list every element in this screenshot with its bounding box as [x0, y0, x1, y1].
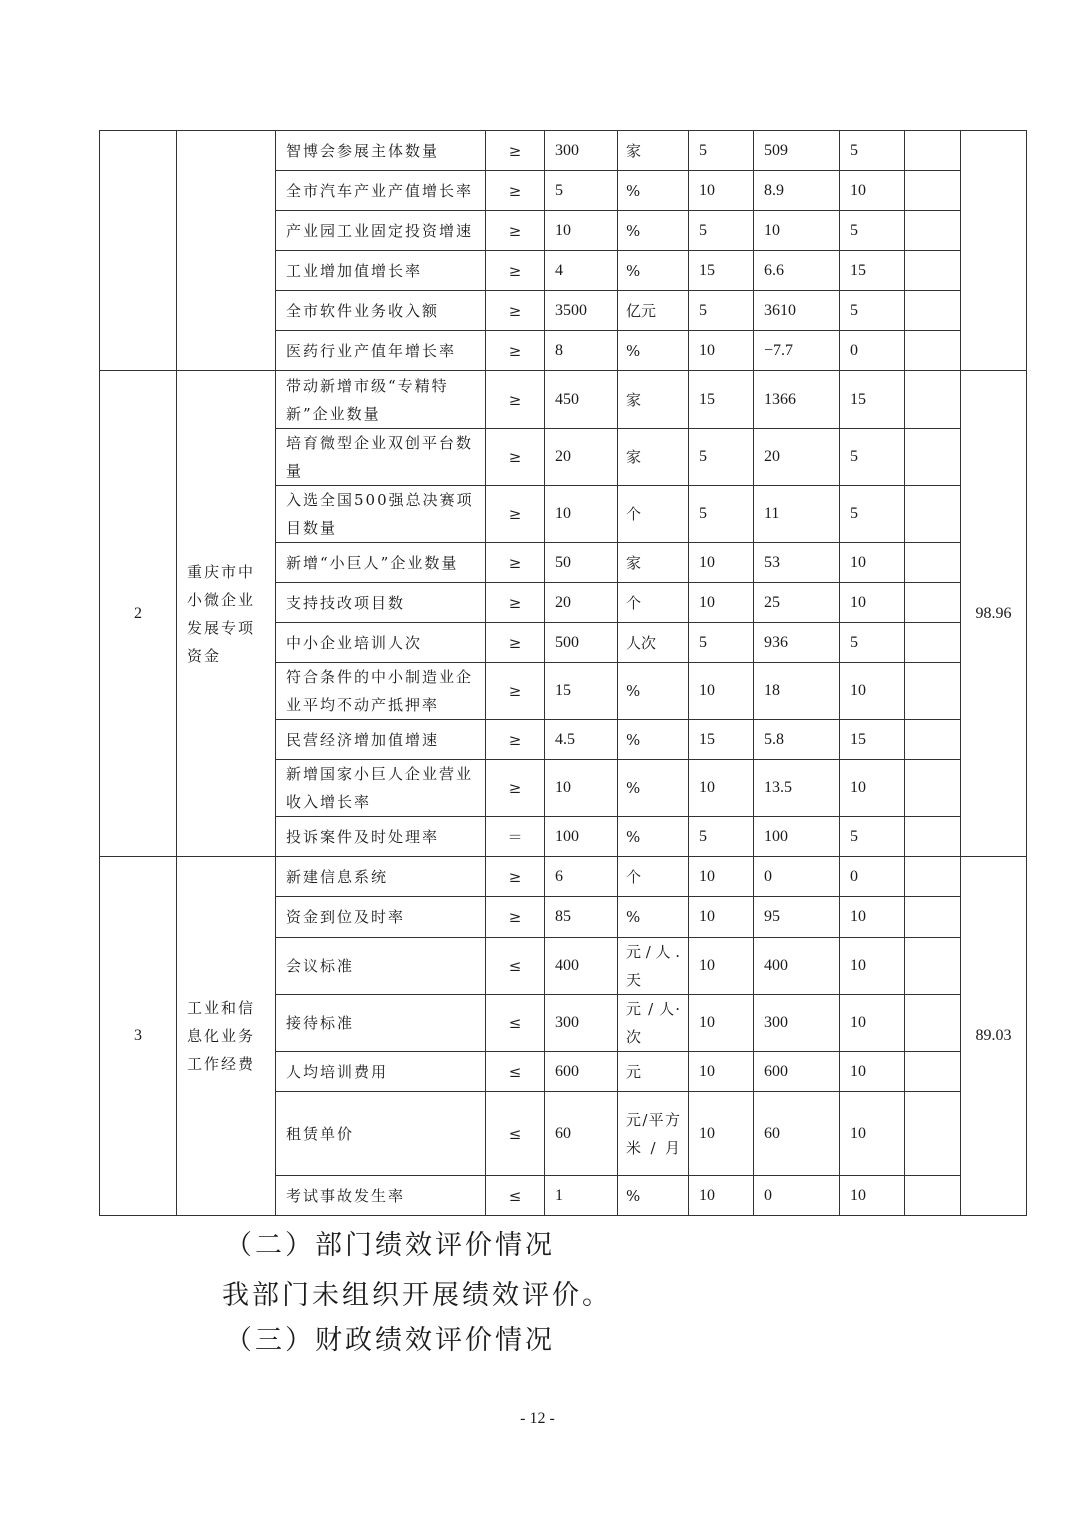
indicator-name: 全市软件业务收入额 — [276, 291, 486, 331]
unit-text: 家 — [626, 141, 642, 160]
indicator-weight: 10 — [689, 857, 754, 897]
comparison-operator: ≥ — [486, 211, 545, 251]
unit — [618, 131, 689, 171]
table-body — [100, 131, 1027, 1216]
indicator-score: 10 — [840, 995, 905, 1052]
project-name — [177, 131, 276, 371]
unit-text: 人次 — [626, 633, 657, 652]
target-value: 50 — [545, 543, 618, 583]
actual-value: 0 — [754, 1176, 840, 1216]
actual-value: 8.9 — [754, 171, 840, 211]
indicator-score: 5 — [840, 817, 905, 857]
project-name: 重庆市中小微企业发展专项资金 — [177, 371, 276, 857]
actual-value: 400 — [754, 938, 840, 995]
target-value: 10 — [545, 760, 618, 817]
indicator-name: 智博会参展主体数量 — [276, 131, 486, 171]
target-value: 20 — [545, 429, 618, 486]
group-number: 3 — [100, 857, 177, 1216]
target-value: 1 — [545, 1176, 618, 1216]
unit-text: 家 — [626, 553, 642, 572]
actual-value: 20 — [754, 429, 840, 486]
indicator-weight: 5 — [689, 486, 754, 543]
indicator-score: 15 — [840, 371, 905, 429]
indicator-score: 10 — [840, 1092, 905, 1176]
blank-cell — [905, 131, 961, 171]
actual-value: 1366 — [754, 371, 840, 429]
indicator-name: 培育微型企业双创平台数量 — [276, 429, 486, 486]
comparison-operator: ≥ — [486, 623, 545, 663]
comparison-operator: ≥ — [486, 429, 545, 486]
performance-table — [99, 130, 1027, 1216]
actual-value: 300 — [754, 995, 840, 1052]
total-score — [961, 131, 1027, 371]
blank-cell — [905, 817, 961, 857]
unit — [618, 1052, 689, 1092]
target-value: 100 — [545, 817, 618, 857]
unit-text: 个 — [626, 593, 642, 612]
page-number: - 12 - — [520, 1410, 555, 1427]
target-value: 10 — [545, 486, 618, 543]
blank-cell — [905, 1092, 961, 1176]
indicator-weight: 5 — [689, 211, 754, 251]
unit-text: 个 — [626, 867, 642, 886]
table-row — [100, 131, 1027, 171]
unit — [618, 371, 689, 429]
comparison-operator: ≥ — [486, 331, 545, 371]
blank-cell — [905, 663, 961, 720]
blank-cell — [905, 291, 961, 331]
unit-text: 个 — [626, 505, 642, 523]
indicator-weight: 5 — [689, 291, 754, 331]
indicator-weight: 10 — [689, 171, 754, 211]
blank-cell — [905, 857, 961, 897]
actual-value: 936 — [754, 623, 840, 663]
target-value: 5 — [545, 171, 618, 211]
indicator-name: 资金到位及时率 — [276, 897, 486, 938]
indicator-name: 新增“小巨人”企业数量 — [276, 543, 486, 583]
blank-cell — [905, 897, 961, 938]
indicator-weight: 10 — [689, 1176, 754, 1216]
indicator-score: 5 — [840, 291, 905, 331]
target-value: 400 — [545, 938, 618, 995]
target-value: 6 — [545, 857, 618, 897]
unit — [618, 429, 689, 486]
blank-cell — [905, 760, 961, 817]
comparison-operator: ≥ — [486, 857, 545, 897]
unit — [618, 623, 689, 663]
indicator-score: 5 — [840, 623, 905, 663]
indicator-weight: 15 — [689, 720, 754, 760]
indicator-name: 租赁单价 — [276, 1092, 486, 1176]
unit-text: % — [626, 221, 641, 240]
blank-cell — [905, 429, 961, 486]
total-score: 89.03 — [961, 857, 1027, 1216]
unit — [618, 857, 689, 897]
indicator-name: 全市汽车产业产值增长率 — [276, 171, 486, 211]
blank-cell — [905, 251, 961, 291]
table-row — [100, 857, 1027, 897]
total-score: 98.96 — [961, 371, 1027, 857]
indicator-score: 10 — [840, 897, 905, 938]
group-number — [100, 131, 177, 371]
actual-value: 0 — [754, 857, 840, 897]
finance-evaluation-heading: （三）财政绩效评价情况 — [225, 1325, 555, 1356]
unit-text: % — [626, 341, 641, 360]
dept-evaluation-text: 我部门未组织开展绩效评价。 — [222, 1280, 612, 1311]
unit-text: 亿元 — [626, 301, 657, 320]
dept-evaluation-heading: （二）部门绩效评价情况 — [225, 1230, 555, 1261]
indicator-name: 带动新增市级“专精特新”企业数量 — [276, 371, 486, 429]
blank-cell — [905, 371, 961, 429]
target-value: 500 — [545, 623, 618, 663]
actual-value: 53 — [754, 543, 840, 583]
indicator-name: 人均培训费用 — [276, 1052, 486, 1092]
indicator-score: 10 — [840, 583, 905, 623]
unit-text: 元/人.天 — [626, 943, 680, 989]
unit — [618, 663, 689, 720]
comparison-operator: ≥ — [486, 663, 545, 720]
indicator-score: 5 — [840, 429, 905, 486]
comparison-operator: ≥ — [486, 760, 545, 817]
actual-value: 509 — [754, 131, 840, 171]
unit — [618, 995, 689, 1052]
indicator-weight: 15 — [689, 371, 754, 429]
blank-cell — [905, 583, 961, 623]
indicator-name: 中小企业培训人次 — [276, 623, 486, 663]
unit — [618, 291, 689, 331]
comparison-operator: ≥ — [486, 371, 545, 429]
unit — [618, 760, 689, 817]
comparison-operator: ≤ — [486, 1052, 545, 1092]
indicator-weight: 15 — [689, 251, 754, 291]
blank-cell — [905, 331, 961, 371]
unit — [618, 817, 689, 857]
target-value: 20 — [545, 583, 618, 623]
target-value: 85 — [545, 897, 618, 938]
actual-value: 10 — [754, 211, 840, 251]
indicator-name: 新增国家小巨人企业营业收入增长率 — [276, 760, 486, 817]
unit-text: % — [626, 779, 641, 797]
blank-cell — [905, 720, 961, 760]
actual-value: 95 — [754, 897, 840, 938]
actual-value: 6.6 — [754, 251, 840, 291]
indicator-name: 工业增加值增长率 — [276, 251, 486, 291]
actual-value: 100 — [754, 817, 840, 857]
unit-text: % — [626, 827, 641, 846]
comparison-operator: ＝ — [486, 817, 545, 857]
indicator-score: 0 — [840, 857, 905, 897]
target-value: 8 — [545, 331, 618, 371]
unit — [618, 1092, 689, 1176]
actual-value: 60 — [754, 1092, 840, 1176]
blank-cell — [905, 1176, 961, 1216]
indicator-score: 10 — [840, 1052, 905, 1092]
comparison-operator: ≤ — [486, 938, 545, 995]
target-value: 600 — [545, 1052, 618, 1092]
indicator-name: 考试事故发生率 — [276, 1176, 486, 1216]
unit-text: % — [626, 1186, 641, 1205]
blank-cell — [905, 938, 961, 995]
indicator-score: 10 — [840, 543, 905, 583]
target-value: 450 — [545, 371, 618, 429]
unit — [618, 583, 689, 623]
indicator-name: 民营经济增加值增速 — [276, 720, 486, 760]
indicator-weight: 5 — [689, 623, 754, 663]
indicator-name: 接待标准 — [276, 995, 486, 1052]
indicator-score: 10 — [840, 938, 905, 995]
unit-text: % — [626, 908, 641, 926]
target-value: 3500 — [545, 291, 618, 331]
comparison-operator: ≤ — [486, 1092, 545, 1176]
actual-value: 3610 — [754, 291, 840, 331]
unit — [618, 171, 689, 211]
unit — [618, 251, 689, 291]
blank-cell — [905, 486, 961, 543]
comparison-operator: ≥ — [486, 171, 545, 211]
indicator-weight: 10 — [689, 938, 754, 995]
unit — [618, 211, 689, 251]
comparison-operator: ≤ — [486, 995, 545, 1052]
indicator-weight: 10 — [689, 897, 754, 938]
unit-text: % — [626, 682, 641, 700]
unit-text: 元/平方米/月 — [626, 1110, 680, 1157]
unit-text: 家 — [626, 390, 642, 409]
blank-cell — [905, 995, 961, 1052]
indicator-weight: 10 — [689, 663, 754, 720]
actual-value: 600 — [754, 1052, 840, 1092]
comparison-operator: ≥ — [486, 583, 545, 623]
indicator-name: 产业园工业固定投资增速 — [276, 211, 486, 251]
indicator-name: 符合条件的中小制造业企业平均不动产抵押率 — [276, 663, 486, 720]
target-value: 4 — [545, 251, 618, 291]
actual-value: 25 — [754, 583, 840, 623]
unit — [618, 486, 689, 543]
indicator-score: 5 — [840, 131, 905, 171]
indicator-name: 支持技改项目数 — [276, 583, 486, 623]
indicator-name: 投诉案件及时处理率 — [276, 817, 486, 857]
blank-cell — [905, 211, 961, 251]
indicator-score: 10 — [840, 171, 905, 211]
unit — [618, 720, 689, 760]
unit — [618, 543, 689, 583]
indicator-weight: 10 — [689, 331, 754, 371]
indicator-score: 0 — [840, 331, 905, 371]
indicator-score: 5 — [840, 486, 905, 543]
unit — [618, 897, 689, 938]
target-value: 15 — [545, 663, 618, 720]
actual-value: 11 — [754, 486, 840, 543]
blank-cell — [905, 1052, 961, 1092]
comparison-operator: ≥ — [486, 291, 545, 331]
target-value: 300 — [545, 131, 618, 171]
indicator-name: 入选全国500强总决赛项目数量 — [276, 486, 486, 543]
unit-text: % — [626, 730, 641, 749]
target-value: 300 — [545, 995, 618, 1052]
indicator-weight: 10 — [689, 543, 754, 583]
indicator-score: 10 — [840, 1176, 905, 1216]
comparison-operator: ≥ — [486, 131, 545, 171]
actual-value: −7.7 — [754, 331, 840, 371]
comparison-operator: ≥ — [486, 251, 545, 291]
blank-cell — [905, 623, 961, 663]
indicator-name: 会议标准 — [276, 938, 486, 995]
indicator-weight: 10 — [689, 760, 754, 817]
unit-text: 家 — [626, 448, 642, 466]
unit-text: % — [626, 181, 641, 200]
comparison-operator: ≥ — [486, 720, 545, 760]
indicator-weight: 10 — [689, 583, 754, 623]
blank-cell — [905, 171, 961, 211]
unit-text: 元 — [626, 1062, 642, 1081]
indicator-score: 5 — [840, 211, 905, 251]
indicator-weight: 5 — [689, 817, 754, 857]
indicator-weight: 10 — [689, 1052, 754, 1092]
blank-cell — [905, 543, 961, 583]
actual-value: 18 — [754, 663, 840, 720]
actual-value: 5.8 — [754, 720, 840, 760]
project-name: 工业和信息化业务工作经费 — [177, 857, 276, 1216]
indicator-weight: 5 — [689, 131, 754, 171]
indicator-score: 15 — [840, 251, 905, 291]
table-row — [100, 371, 1027, 429]
unit — [618, 331, 689, 371]
indicator-name: 新建信息系统 — [276, 857, 486, 897]
actual-value: 13.5 — [754, 760, 840, 817]
unit — [618, 1176, 689, 1216]
target-value: 60 — [545, 1092, 618, 1176]
indicator-weight: 10 — [689, 1092, 754, 1176]
indicator-weight: 10 — [689, 995, 754, 1052]
target-value: 10 — [545, 211, 618, 251]
group-number: 2 — [100, 371, 177, 857]
unit-text: % — [626, 261, 641, 280]
comparison-operator: ≥ — [486, 486, 545, 543]
indicator-score: 10 — [840, 663, 905, 720]
target-value: 4.5 — [545, 720, 618, 760]
indicator-weight: 5 — [689, 429, 754, 486]
indicator-score: 10 — [840, 760, 905, 817]
comparison-operator: ≥ — [486, 543, 545, 583]
unit — [618, 938, 689, 995]
indicator-name: 医药行业产值年增长率 — [276, 331, 486, 371]
indicator-score: 15 — [840, 720, 905, 760]
comparison-operator: ≤ — [486, 1176, 545, 1216]
comparison-operator: ≥ — [486, 897, 545, 938]
unit-text: 元 / 人·次 — [626, 1000, 680, 1046]
